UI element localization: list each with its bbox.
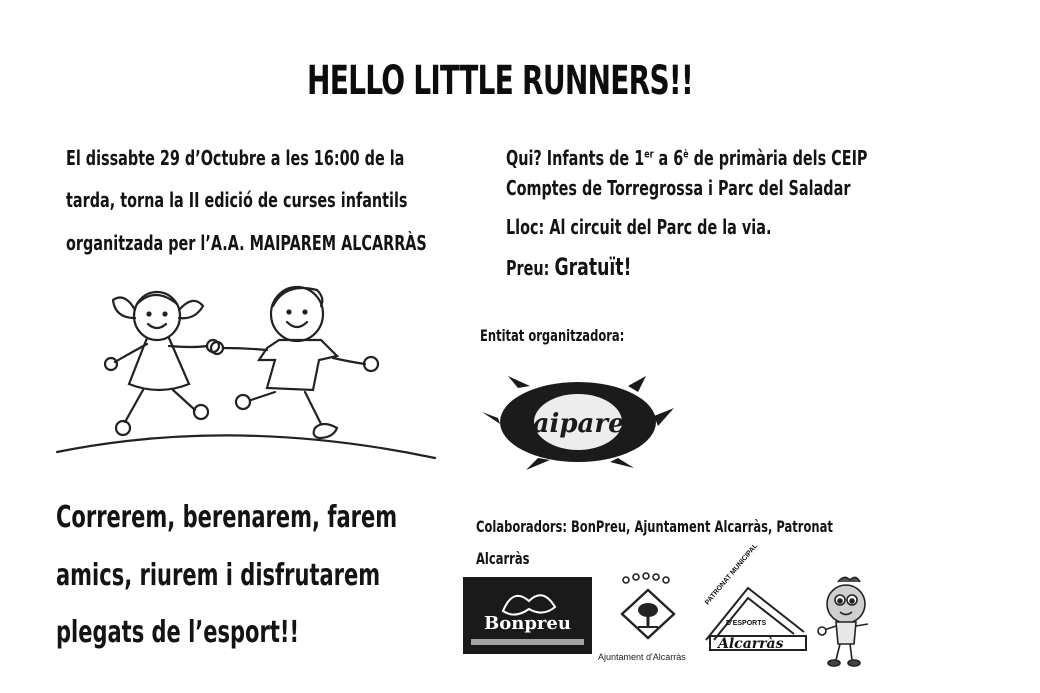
preu-value: Gratuït! [554,253,632,281]
qui-line-2: Comptes de Torregrossa i Parc del Saladar [506,176,851,200]
ajuntament-shield-icon [612,570,692,650]
qui-text-b: a 6 [653,146,684,170]
patronat-mid-text: D'ESPORTS [726,620,767,627]
slogan-line-1: Correrem, berenarem, farem [56,500,398,535]
entitat-label: Entitat organitzadora: [480,326,625,345]
kids-running-illustration [55,280,445,460]
qui-sup-1: er [644,147,654,161]
colaboradors-line-2: Alcarràs [476,549,530,568]
preu-line [506,253,631,281]
qui-text-a: Qui? Infants de 1 [506,146,645,170]
patronat-bottom-text: Alcarràs [718,636,784,652]
bonpreu-label: Bonpreu [484,613,571,634]
intro-line-3: organitzada per l’A.A. MAIPAREM ALCARRÀS [66,231,427,255]
lloc-line: Lloc: Al circuit del Parc de la via. [506,215,772,239]
intro-line-1: El dissabte 29 d’Octubre a les 16:00 de la [66,146,405,170]
qui-line-1 [506,146,867,170]
preu-label: Preu: [506,256,555,280]
page-title: HELLO LITTLE RUNNERS!! [307,58,693,104]
ajuntament-label: Ajuntament d'Alcarràs [598,652,686,662]
intro-line-2: tarda, torna la II edició de curses infantils [66,188,408,212]
maiparem-logo [478,372,678,472]
qui-sup-2: è [683,147,689,161]
patronat-top-text: PATRONAT MUNICIPAL [704,542,760,607]
slogan-line-2: amics, riurem i disfrutarem [56,558,381,593]
mascot-icon [816,574,876,670]
colaboradors-line-1: Colaboradors: BonPreu, Ajuntament Alcarràs, Patronat [476,517,833,536]
bonpreu-logo [463,577,592,654]
qui-text-c: de primària dels CEIP [688,146,868,170]
maiparem-logo-text: Maiparem [503,409,653,439]
slogan-line-3: plegats de l’esport!! [56,615,300,650]
